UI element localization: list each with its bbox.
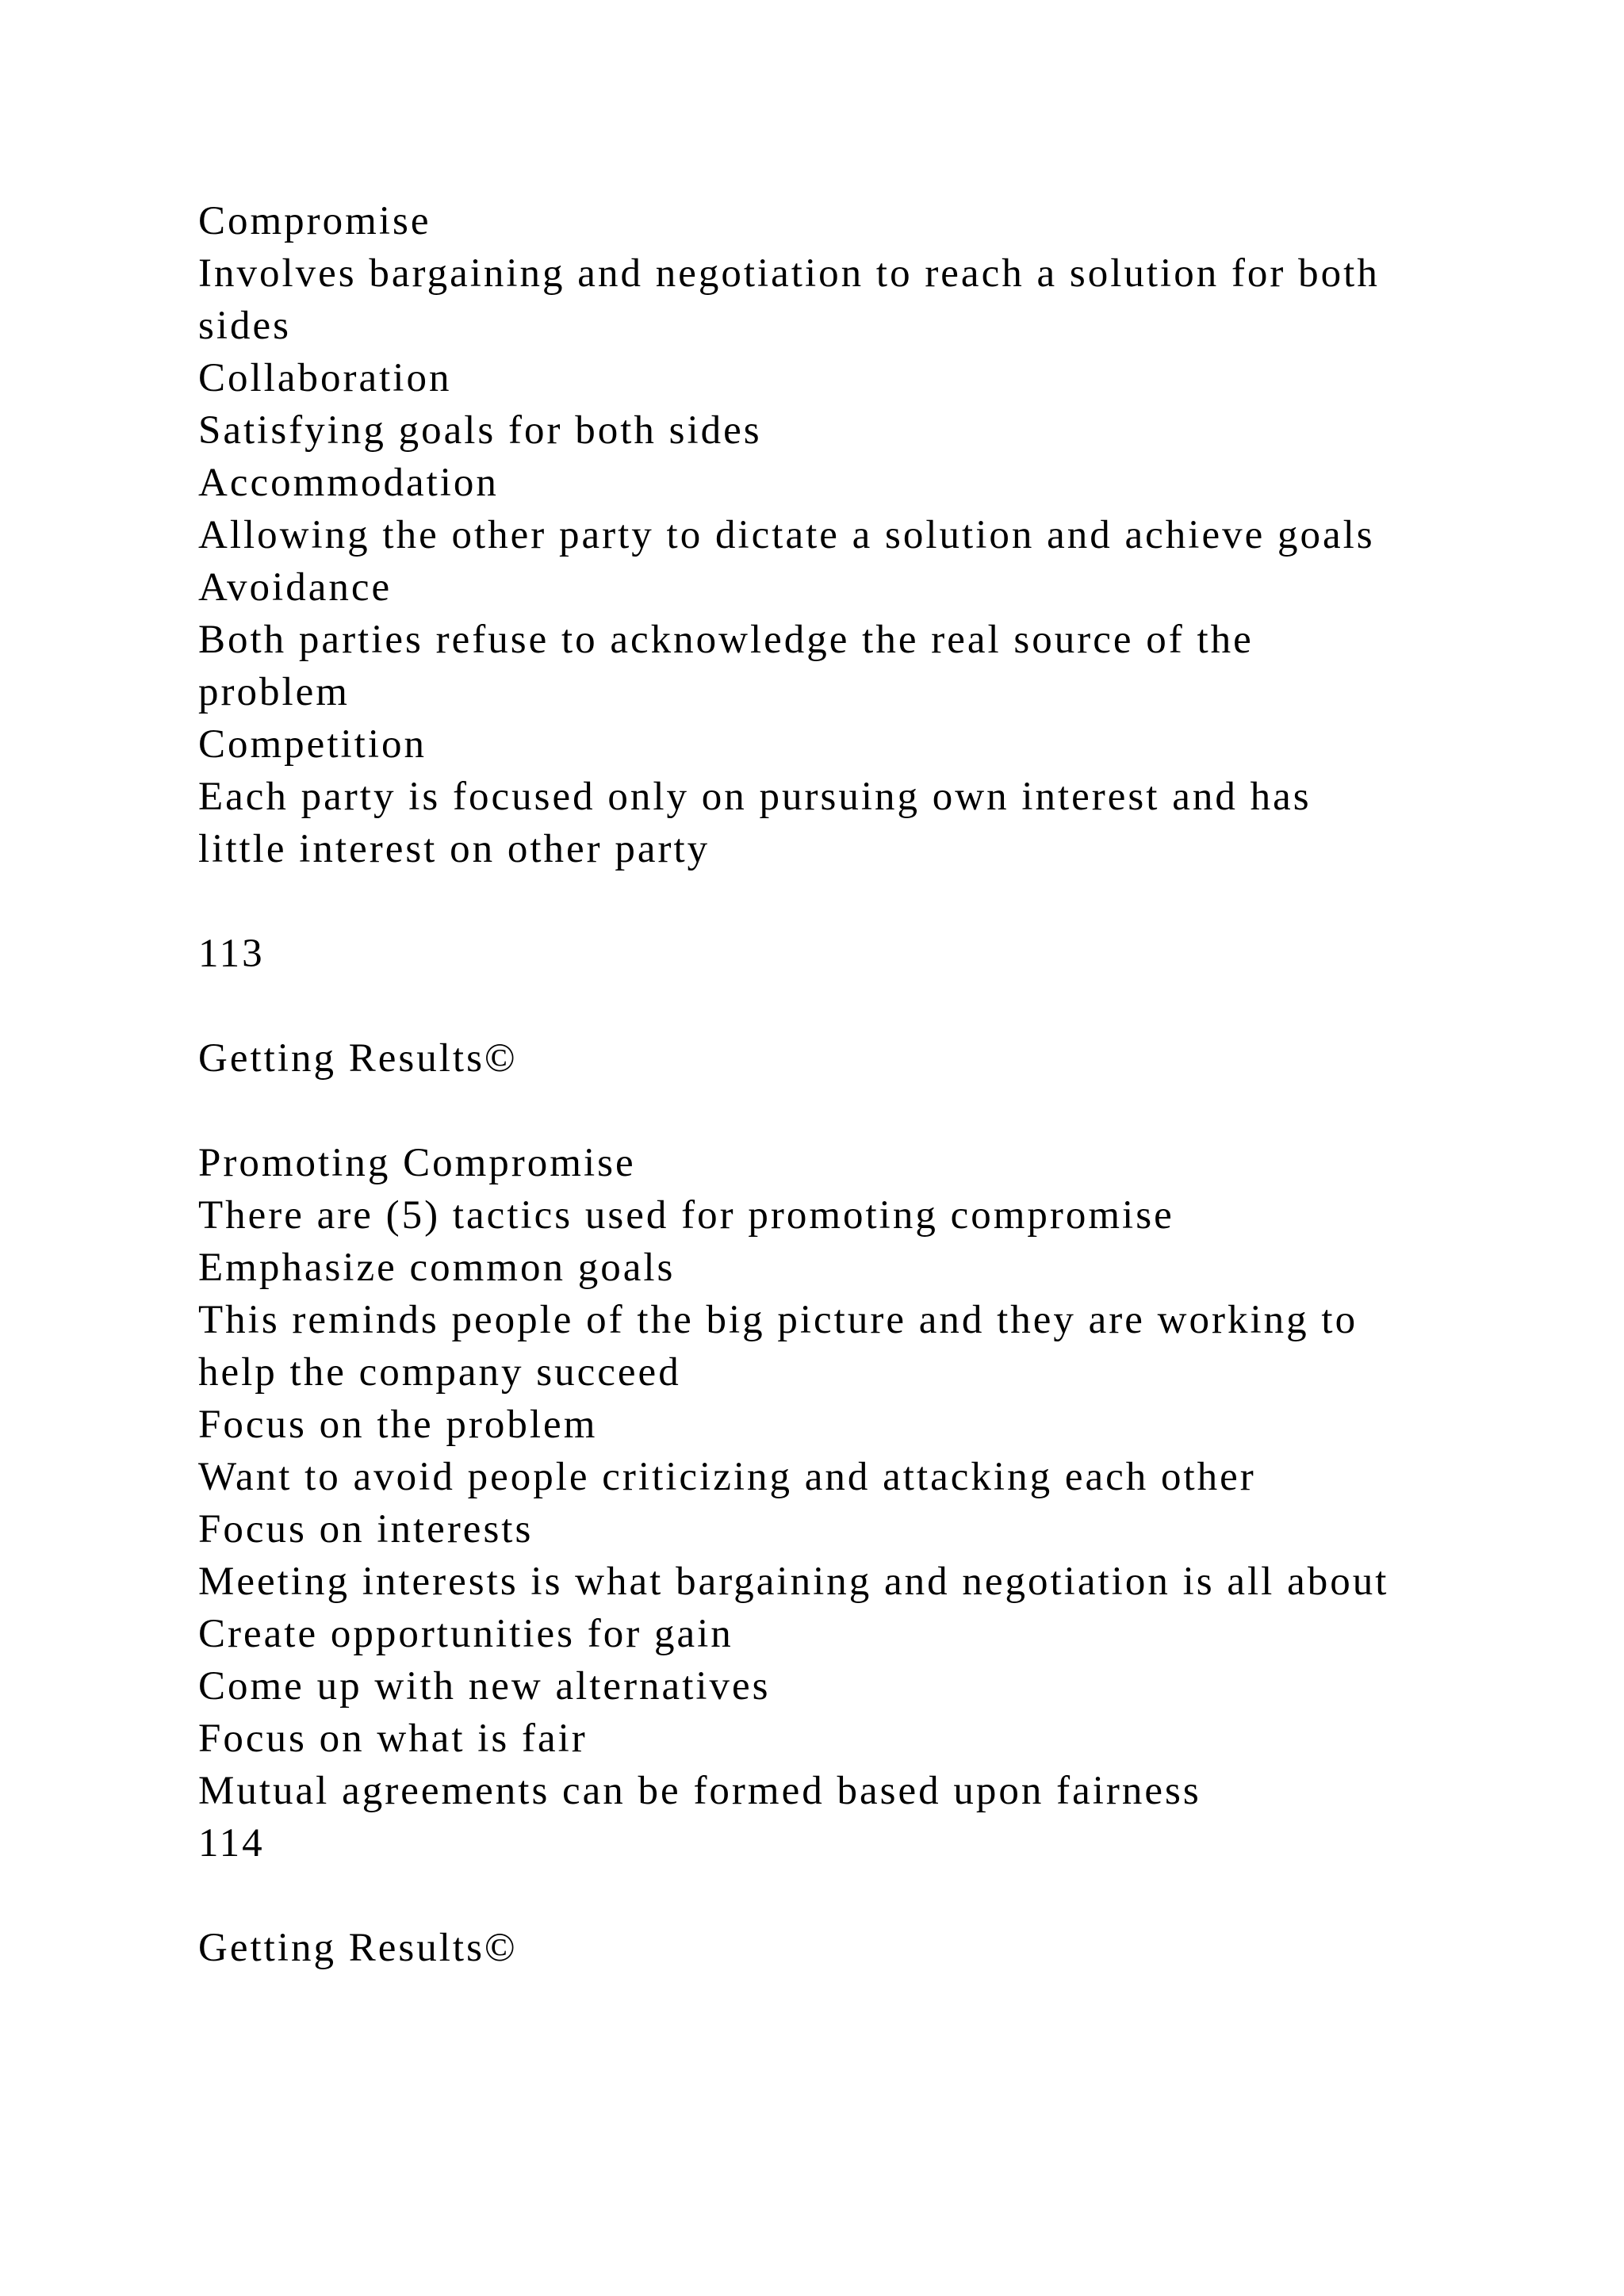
heading-avoidance: Avoidance — [198, 565, 393, 610]
text-line: Want to avoid people criticizing and attacking each other — [198, 1455, 1256, 1499]
text-line: Meeting interests is what bargaining and negotiation is all about — [198, 1559, 1389, 1604]
text-line: help the company succeed — [198, 1350, 681, 1395]
footer-getting-results: Getting Results© — [198, 1926, 518, 1970]
heading-accommodation: Accommodation — [198, 461, 499, 505]
text-line: Both parties refuse to acknowledge the real source of the — [198, 618, 1254, 662]
page-number: 113 — [198, 932, 265, 976]
heading-promoting-compromise: Promoting Compromise — [198, 1141, 636, 1185]
text-line: little interest on other party — [198, 827, 710, 871]
text-line: Mutual agreements can be formed based upon fairness — [198, 1769, 1201, 1813]
heading-focus-on-fair: Focus on what is fair — [198, 1716, 588, 1761]
text-line: sides — [198, 304, 291, 348]
text-line: Allowing the other party to dictate a solution and achieve goals — [198, 513, 1375, 557]
text-line: Involves bargaining and negotiation to reach a solution for both — [198, 251, 1380, 296]
footer-getting-results: Getting Results© — [198, 1036, 518, 1081]
page-number: 114 — [198, 1821, 265, 1866]
heading-focus-on-problem: Focus on the problem — [198, 1402, 598, 1447]
heading-focus-on-interests: Focus on interests — [198, 1507, 534, 1552]
heading-competition: Competition — [198, 722, 427, 767]
blank-line — [198, 875, 1507, 928]
heading-compromise: Compromise — [198, 199, 431, 243]
text-line: There are (5) tactics used for promoting compromise — [198, 1193, 1174, 1238]
text-line: problem — [198, 670, 350, 714]
text-line: Each party is focused only on pursuing own interest and has — [198, 775, 1312, 819]
heading-collaboration: Collaboration — [198, 356, 452, 400]
text-line: Come up with new alternatives — [198, 1664, 771, 1709]
blank-line — [198, 1869, 1507, 1922]
heading-create-opportunities: Create opportunities for gain — [198, 1612, 733, 1656]
document-text — [198, 195, 1507, 1974]
blank-line — [198, 1085, 1507, 1137]
text-line: This reminds people of the big picture and they are working to — [198, 1298, 1358, 1342]
text-line: Satisfying goals for both sides — [198, 408, 762, 453]
blank-line — [198, 980, 1507, 1032]
heading-emphasize-common-goals: Emphasize common goals — [198, 1246, 676, 1290]
